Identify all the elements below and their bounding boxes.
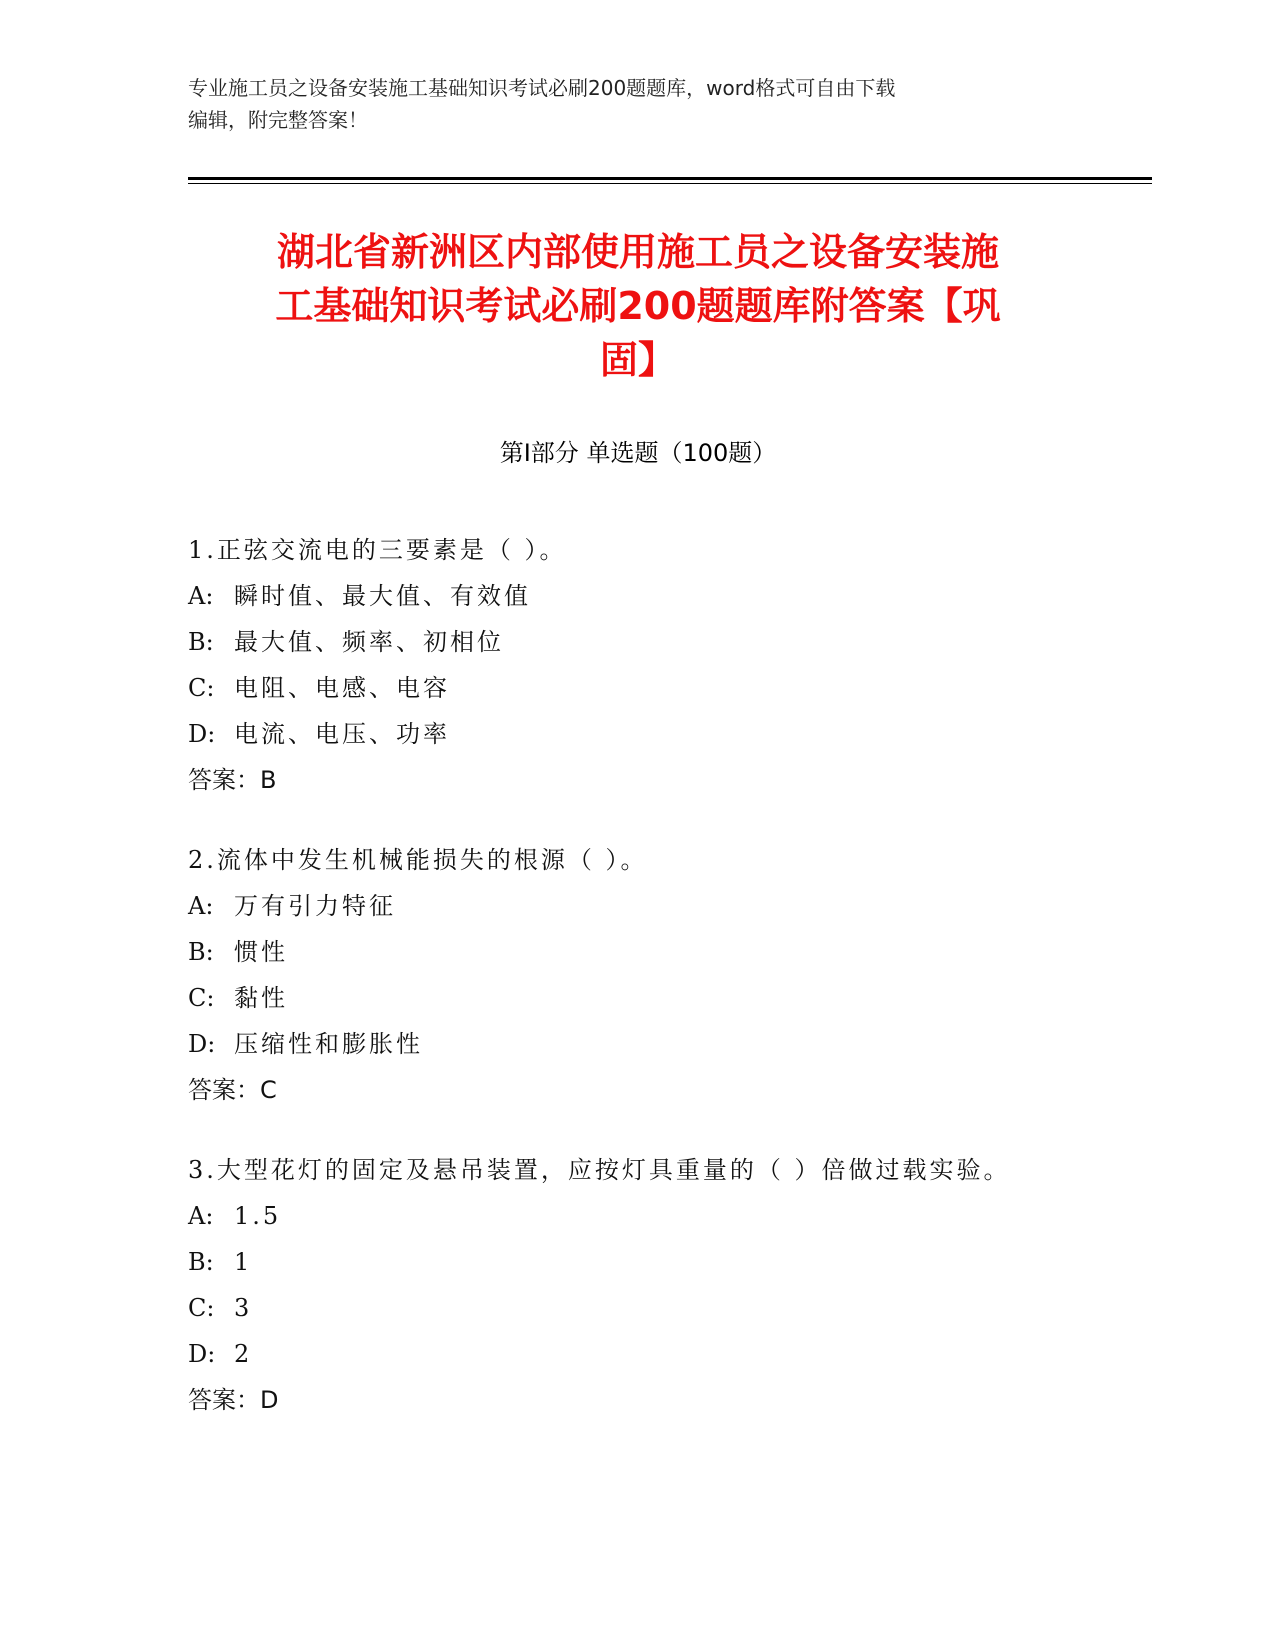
question-stem: 3.大型花灯的固定及悬吊装置，应按灯具重量的（ ）倍做过载实验。 xyxy=(188,1156,1011,1184)
option-text: 压缩性和膨胀性 xyxy=(234,1030,423,1058)
option-label: C: xyxy=(188,674,215,702)
header-divider-thin xyxy=(188,183,1152,184)
option-d xyxy=(188,1021,1152,1067)
question-list xyxy=(188,527,1152,1457)
option-label: B: xyxy=(188,628,214,656)
document-title xyxy=(188,225,1088,387)
header-note-line-1: 专业施工员之设备安装施工基础知识考试必刷200题题库，word格式可自由下载 xyxy=(188,76,896,100)
answer-line: 答案：B xyxy=(188,766,277,794)
question-item xyxy=(188,1147,1152,1423)
option-text: 电流、电压、功率 xyxy=(234,720,450,748)
option-label: B: xyxy=(188,1248,214,1276)
option-c xyxy=(188,1285,1152,1331)
option-label: A: xyxy=(188,892,214,920)
option-label: D: xyxy=(188,720,216,748)
answer-line: 答案：D xyxy=(188,1386,279,1414)
option-text: 惯性 xyxy=(234,938,288,966)
answer-line: 答案：C xyxy=(188,1076,277,1104)
document-title-line-1: 湖北省新洲区内部使用施工员之设备安装施 xyxy=(276,230,999,274)
option-text: 1 xyxy=(234,1248,253,1276)
question-item xyxy=(188,837,1152,1113)
question-item xyxy=(188,527,1152,803)
option-b xyxy=(188,1239,1152,1285)
header-note xyxy=(188,72,1088,136)
option-d xyxy=(188,1331,1152,1377)
header-note-line-2: 编辑，附完整答案！ xyxy=(188,108,368,132)
option-label: C: xyxy=(188,1294,215,1322)
option-b xyxy=(188,929,1152,975)
header-divider-thick xyxy=(188,177,1152,180)
option-text: 3 xyxy=(234,1294,253,1322)
option-label: D: xyxy=(188,1030,216,1058)
option-text: 2 xyxy=(234,1340,253,1368)
option-b xyxy=(188,619,1152,665)
option-d xyxy=(188,711,1152,757)
section-heading: 第I部分 单选题（100题） xyxy=(499,439,777,467)
option-text: 最大值、频率、初相位 xyxy=(234,628,504,656)
option-a xyxy=(188,883,1152,929)
option-label: A: xyxy=(188,1202,214,1230)
option-a xyxy=(188,573,1152,619)
option-label: C: xyxy=(188,984,215,1012)
document-title-line-2: 工基础知识考试必刷200题题库附答案【巩 xyxy=(275,284,1001,328)
option-text: 黏性 xyxy=(234,984,288,1012)
option-label: D: xyxy=(188,1340,216,1368)
option-text: 万有引力特征 xyxy=(234,892,396,920)
question-stem: 2.流体中发生机械能损失的根源（ ）。 xyxy=(188,846,648,874)
option-label: A: xyxy=(188,582,214,610)
option-text: 瞬时值、最大值、有效值 xyxy=(234,582,531,610)
document-title-line-3: 固】 xyxy=(599,338,676,382)
option-a xyxy=(188,1193,1152,1239)
option-c xyxy=(188,665,1152,711)
option-text: 1.5 xyxy=(234,1202,282,1230)
question-stem: 1.正弦交流电的三要素是（ ）。 xyxy=(188,536,567,564)
option-c xyxy=(188,975,1152,1021)
option-label: B: xyxy=(188,938,214,966)
option-text: 电阻、电感、电容 xyxy=(234,674,450,702)
